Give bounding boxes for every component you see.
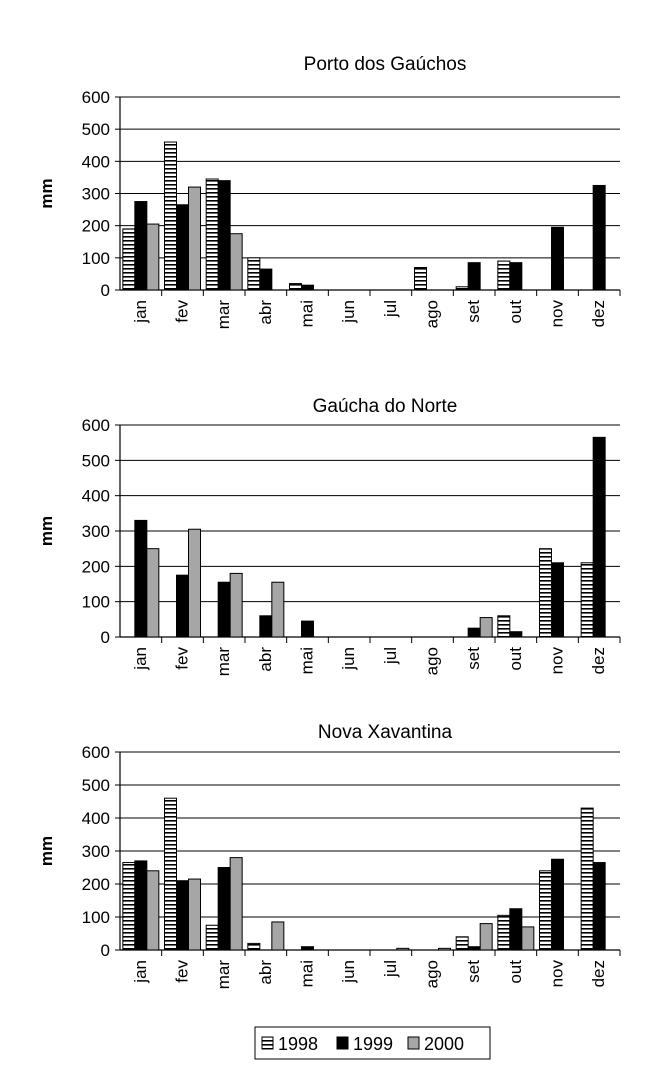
- y-tick-label: 0: [100, 281, 110, 300]
- x-tick-label: dez: [589, 647, 609, 675]
- x-tick-label: jun: [339, 647, 359, 670]
- bar-1998-abr: [248, 943, 260, 950]
- bar-1999-set: [468, 263, 480, 290]
- bar-1999-nov: [552, 859, 564, 950]
- y-axis-label: mm: [37, 178, 56, 209]
- x-tick-label: abr: [255, 647, 275, 672]
- bar-1999-set: [468, 628, 480, 637]
- y-tick-label: 100: [81, 248, 110, 268]
- y-tick-label: 300: [81, 842, 110, 861]
- bar-1999-mai: [302, 947, 314, 950]
- bar-1999-dez: [593, 863, 605, 950]
- x-tick-label: nov: [547, 647, 567, 675]
- bar-1999-mai: [302, 621, 314, 637]
- legend-label-1998: 1998: [278, 1034, 319, 1054]
- y-axis-label: mm: [37, 515, 56, 547]
- bar-1998-fev: [165, 798, 177, 950]
- x-tick-label: set: [464, 300, 484, 323]
- y-tick-label: 0: [100, 941, 110, 960]
- bar-1999-nov: [552, 227, 564, 290]
- bar-2000-fev: [189, 879, 201, 950]
- legend-label-2000: 2000: [424, 1034, 465, 1054]
- bar-1999-fev: [177, 881, 189, 950]
- bar-1998-dez: [581, 808, 593, 950]
- bar-1999-out: [510, 263, 522, 290]
- bar-1999-jan: [135, 861, 147, 950]
- bar-1998-set: [456, 287, 468, 290]
- x-tick-label: jun: [339, 960, 359, 983]
- y-tick-label: 400: [81, 809, 110, 828]
- bar-2000-fev: [189, 187, 201, 290]
- legend-swatch-1999: [337, 1037, 348, 1049]
- x-tick-label: mar: [214, 960, 234, 990]
- x-tick-label: out: [505, 300, 525, 324]
- bar-2000-jan: [147, 871, 159, 950]
- bar-1999-set: [468, 947, 480, 950]
- bar-1998-mar: [206, 179, 218, 290]
- bar-2000-out: [522, 927, 534, 950]
- chart-title: Porto dos Gaúchos: [303, 54, 467, 75]
- bar-1998-mar: [206, 925, 218, 950]
- y-tick-label: 600: [81, 88, 110, 107]
- x-tick-label: mai: [297, 647, 317, 675]
- bar-2000-jan: [147, 549, 159, 637]
- legend-swatch-1998: [262, 1037, 273, 1049]
- x-tick-label: jul: [380, 300, 400, 318]
- bar-1998-out: [498, 915, 510, 950]
- bar-1998-ago: [415, 267, 427, 290]
- x-tick-label: set: [464, 647, 484, 670]
- bar-1998-out: [498, 616, 510, 637]
- charts-layer: [37, 54, 620, 989]
- y-tick-label: 200: [81, 216, 110, 236]
- bar-1999-jan: [135, 202, 147, 290]
- y-tick-label: 500: [81, 451, 110, 471]
- y-axis-label: mm: [37, 835, 56, 867]
- x-tick-label: out: [505, 647, 525, 671]
- bar-1998-nov: [540, 549, 552, 637]
- bar-1999-out: [510, 632, 522, 637]
- x-tick-label: nov: [547, 960, 567, 988]
- x-tick-label: nov: [547, 300, 567, 328]
- bar-1998-jan: [123, 229, 135, 290]
- x-tick-label: mar: [214, 647, 234, 677]
- bar-1999-jan: [135, 520, 147, 637]
- y-tick-label: 0: [100, 628, 110, 647]
- y-tick-label: 600: [81, 743, 110, 762]
- chart-title: Gaúcha do Norte: [312, 396, 458, 417]
- chart-1: [37, 54, 620, 329]
- x-tick-label: jun: [339, 300, 359, 323]
- bar-2000-abr: [272, 582, 284, 637]
- x-tick-label: jan: [130, 647, 150, 670]
- x-tick-label: ago: [422, 960, 442, 989]
- x-tick-label: jan: [130, 300, 150, 323]
- bar-2000-abr: [272, 922, 284, 950]
- x-tick-label: fev: [172, 647, 192, 670]
- y-tick-label: 600: [81, 416, 110, 435]
- x-tick-label: dez: [589, 300, 609, 328]
- bar-1999-mar: [218, 582, 230, 637]
- legend-label-1999: 1999: [353, 1034, 394, 1054]
- bar-1998-set: [456, 937, 468, 950]
- x-tick-label: set: [464, 960, 484, 983]
- bar-1999-abr: [260, 616, 272, 637]
- x-tick-label: jul: [380, 960, 400, 978]
- x-tick-label: mar: [214, 300, 234, 330]
- bar-1999-mar: [218, 181, 230, 290]
- bar-1999-nov: [552, 563, 564, 637]
- bar-1999-fev: [177, 575, 189, 637]
- bar-1998-fev: [165, 142, 177, 290]
- x-tick-label: fev: [172, 960, 192, 983]
- y-tick-label: 300: [81, 184, 110, 204]
- bar-1999-fev: [177, 205, 189, 290]
- bar-2000-set: [480, 924, 492, 950]
- chart-2: [37, 396, 620, 676]
- legend-swatch-2000: [408, 1037, 419, 1049]
- y-tick-label: 500: [81, 120, 110, 140]
- bar-2000-fev: [189, 529, 201, 637]
- bar-1999-abr: [260, 269, 272, 290]
- x-tick-label: jan: [130, 960, 150, 983]
- x-tick-label: ago: [422, 300, 442, 329]
- bar-1999-dez: [593, 437, 605, 637]
- x-tick-label: ago: [422, 647, 442, 676]
- y-tick-label: 100: [81, 908, 110, 927]
- x-tick-label: mai: [297, 960, 317, 988]
- bar-2000-jul: [397, 948, 409, 950]
- bar-2000-mar: [230, 234, 242, 290]
- bar-2000-jan: [147, 224, 159, 290]
- x-tick-label: fev: [172, 300, 192, 323]
- y-tick-label: 200: [81, 557, 110, 577]
- bar-1998-out: [498, 261, 510, 290]
- bar-1998-jan: [123, 863, 135, 950]
- y-tick-label: 100: [81, 592, 110, 612]
- x-tick-label: out: [505, 960, 525, 984]
- bar-1999-mar: [218, 868, 230, 951]
- x-tick-label: abr: [255, 300, 275, 325]
- bar-2000-mar: [230, 858, 242, 950]
- bar-2000-mar: [230, 573, 242, 637]
- bar-1998-mai: [290, 284, 302, 290]
- chart-3: [37, 722, 620, 989]
- x-tick-label: jul: [380, 647, 400, 665]
- y-tick-label: 200: [81, 875, 110, 894]
- x-tick-label: dez: [589, 960, 609, 988]
- bar-1999-out: [510, 909, 522, 950]
- bar-1998-abr: [248, 258, 260, 290]
- bar-1998-dez: [581, 563, 593, 637]
- legend: [255, 1027, 490, 1059]
- y-tick-label: 300: [81, 522, 110, 541]
- bar-2000-set: [480, 618, 492, 637]
- bar-1999-mai: [302, 285, 314, 290]
- x-tick-label: mai: [297, 300, 317, 328]
- x-tick-label: abr: [255, 960, 275, 985]
- bar-1998-nov: [540, 871, 552, 950]
- y-tick-label: 400: [81, 486, 110, 506]
- bar-2000-ago: [439, 948, 451, 950]
- y-tick-label: 400: [81, 152, 110, 172]
- chart-title: Nova Xavantina: [317, 722, 453, 743]
- bar-1999-dez: [593, 185, 605, 290]
- y-tick-label: 500: [81, 776, 110, 795]
